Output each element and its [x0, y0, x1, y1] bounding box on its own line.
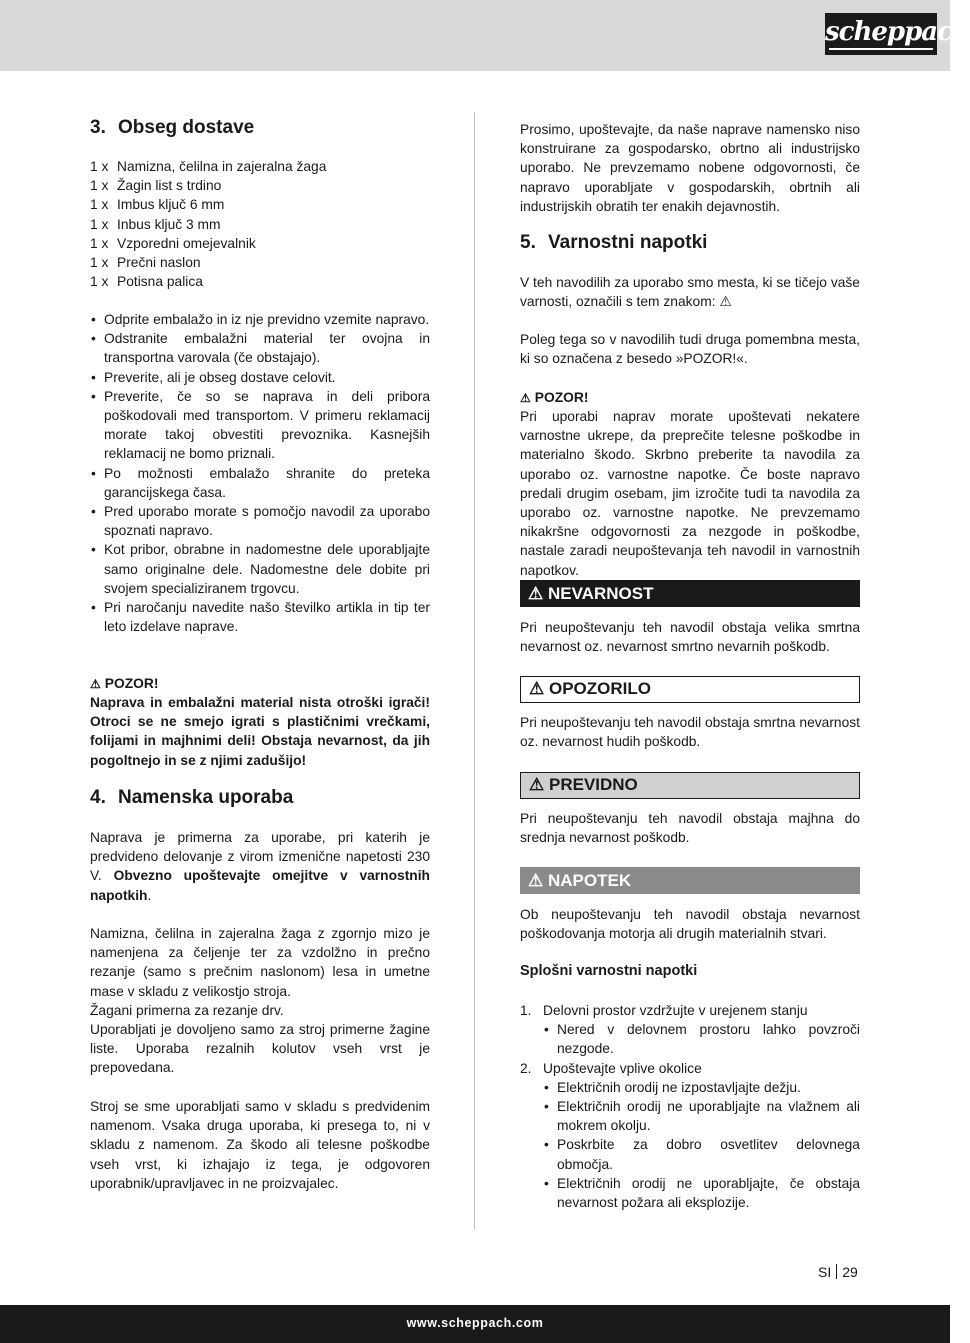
- paragraph: Stroj se sme uporabljati samo v skladu s predvidenim namenom. Vsaka druga uporaba, ki presega to, ni v skladu z namenom. Za škodo ali telesne poškodbe vseh vrst, ki izhajajo iz tega, je odgovoren uporabnik/upravljavec in ne proizvajalec.: [90, 1099, 430, 1191]
- pozor-text: Pri uporabi naprav morate upoštevati nekatere varnostne ukrepe, da preprečite telesne poškodbe in materialno škodo. Skrbno preberite ta navodila za uporabo oz. varnostne napotke. Če boste napravo predali drugim osebam, jim izročite tudi ta navodila za uporabo oz. varnostne napotke. Ne prevzemamo nikakršne odgovornosti za nezgode in poškodbe, nastale zaradi neupoštevanja teh navodil in varnostnih napotkov.: [520, 409, 860, 578]
- pozor-text: Naprava in embalažni material nista otroški igrači! Otroci se ne smejo igrati s plastičnimi vrečkami, folijami in majhnimi deli! Obstaja nevarnost, da jih pogoltnejo in se z njimi zadušijo!: [90, 695, 430, 768]
- footer-url[interactable]: www.scheppach.com: [0, 1305, 950, 1343]
- list-item: • Odstranite embalažni material ter ovojna in transportna varovala (če obstajajo).: [90, 329, 430, 367]
- list-item: • Poskrbite za dobro osvetlitev delovnega območja.: [520, 1135, 860, 1173]
- warning-icon: ⚠: [529, 775, 545, 794]
- caution-text: Pri neupoštevanju teh navodil obstaja majhna do srednja nevarnost poškodb.: [520, 811, 860, 846]
- list-item: • Električnih orodij ne izpostavljajte dežju.: [520, 1078, 860, 1097]
- header-bar: [0, 0, 950, 71]
- warning-icon: ⚠: [529, 679, 545, 698]
- list-item: 1 x Vzporedni omejevalnik: [90, 235, 256, 251]
- list-item: • Pri naročanju navedite našo številko artikla in tip ter leto izdelave naprave.: [90, 598, 430, 636]
- section-3-heading: [90, 116, 430, 140]
- list-item: • Preverite, če so se naprava in deli pribora poškodovali med transportom. V primeru reklamacij morate takoj obvestiti prevoznika. Kasnejših reklamacij ne bomo priznali.: [90, 387, 430, 464]
- warning-icon: ⚠: [528, 584, 544, 603]
- list-item: 1 x Žagin list s trdino: [90, 178, 222, 194]
- list-item: 2. Upoštevajte vplive okolice: [520, 1060, 702, 1076]
- notice-banner: ⚠ NAPOTEK: [520, 867, 860, 894]
- list-item: • Električnih orodij ne uporabljajte na vlažnem ali mokrem okolju.: [520, 1097, 860, 1135]
- danger-text: Pri neupoštevanju teh navodil obstaja velika smrtna nevarnost oz. nevarnost smrtno nevarnih poškodb.: [520, 620, 860, 655]
- warning-icon: ⚠: [90, 677, 101, 691]
- paragraph: Uporabljati je dovoljeno samo za stroj primerne žagine liste. Uporaba rezalnih kolutov vseh vrst je prepovedana.: [90, 1022, 430, 1076]
- list-item: 1. Delovni prostor vzdržujte v urejenem stanju: [520, 1003, 808, 1018]
- list-item: 1 x Namizna, čelilna in zajeralna žaga: [90, 159, 327, 174]
- list-item: 1 x Imbus ključ 6 mm: [90, 197, 225, 213]
- section-number: 5.: [520, 232, 536, 253]
- unpacking-bullets: [90, 310, 430, 636]
- general-safety-heading: Splošni varnostni napotki: [520, 963, 698, 979]
- paragraph: V teh navodilih za uporabo smo mesta, ki se tičejo vaše varnosti, označili s tem znakom: ⚠: [520, 275, 860, 310]
- scheppach-logo: scheppach: [825, 13, 937, 55]
- intended-use-paragraph: Naprava je primerna za uporabe, pri katerih je predvideno delovanje z virom izmenične napetosti 230 V. Obvezno upoštevajte omejitve v varnostnih napotkih.: [90, 830, 430, 903]
- pozor-label: ⚠ POZOR!: [90, 674, 430, 694]
- delivery-list: [90, 157, 430, 291]
- list-item: • Električnih orodij ne uporabljajte, če obstaja nevarnost požara ali eksplozije.: [520, 1174, 860, 1212]
- warning-text: Pri neupoštevanju teh navodil obstaja smrtna nevarnost oz. nevarnost hudih poškodb.: [520, 715, 860, 750]
- caution-banner: ⚠ PREVIDNO: [520, 772, 860, 799]
- danger-banner: ⚠ NEVARNOST: [520, 580, 860, 607]
- section-title: Obseg dostave: [118, 117, 255, 138]
- section-title: Varnostni napotki: [548, 232, 708, 253]
- section-title: Namenska uporaba: [118, 787, 294, 808]
- pozor-label: ⚠ POZOR!: [520, 388, 860, 408]
- list-item: 1 x Prečni naslon: [90, 255, 201, 271]
- warning-icon: ⚠: [520, 391, 531, 405]
- page-number: SI 29: [818, 1264, 858, 1280]
- logo-underline: [829, 48, 933, 50]
- list-item: 1 x Inbus ključ 3 mm: [90, 216, 221, 232]
- intro-paragraph: Prosimo, upoštevajte, da naše naprave namensko niso konstruirane za gospodarsko, obrtno ali industrijsko uporabo. Ne prevzemamo nobene odgovornosti, če napravo uporabljate v gospodarskih, obrtnih ali industrijskih obratih ter enakih dejavnostih.: [520, 122, 860, 214]
- section-number: 4.: [90, 787, 106, 808]
- list-item: • Po možnosti embalažo shranite do preteka garancijskega časa.: [90, 464, 430, 502]
- list-item: • Odprite embalažo in iz nje previdno vzemite napravo.: [90, 310, 430, 329]
- section-number: 3.: [90, 117, 106, 138]
- safety-list: [520, 1001, 860, 1212]
- paragraph: Poleg tega so v navodilih tudi druga pomembna mesta, ki so označena z besedo »POZOR!«.: [520, 332, 860, 367]
- paragraph: Namizna, čelilna in zajeralna žaga z zgornjo mizo je namenjena za čeljenje ter za vzdolžno in prečno rezanje (samo s prečnim naslonom) lesa in umetne mase v skladu z velikostjo stroja.: [90, 926, 430, 999]
- list-item: 1 x Potisna palica: [90, 274, 203, 290]
- list-item: • Pred uporabo morate s pomočjo navodil za uporabo spoznati napravo.: [90, 502, 430, 540]
- column-divider: [474, 112, 475, 1229]
- section-5-heading: [520, 231, 860, 255]
- section-4-heading: [90, 786, 430, 810]
- paragraph: Žagani primerna za rezanje drv.: [90, 1003, 284, 1018]
- notice-text: Ob neupoštevanju teh navodil obstaja nevarnost poškodovanja motorja ali drugih materialnih stvari.: [520, 907, 860, 942]
- list-item: • Preverite, ali je obseg dostave celovit.: [90, 368, 430, 387]
- warning-icon: ⚠: [719, 294, 732, 310]
- list-item: • Kot pribor, obrabne in nadomestne dele uporabljajte samo originalne dele. Nadomestne dele dobite pri svojem specializiranem trgovcu.: [90, 540, 430, 598]
- list-item: • Nered v delovnem prostoru lahko povzroči nezgode.: [520, 1020, 860, 1058]
- warning-banner: ⚠ OPOZORILO: [520, 676, 860, 703]
- warning-icon: ⚠: [528, 871, 544, 890]
